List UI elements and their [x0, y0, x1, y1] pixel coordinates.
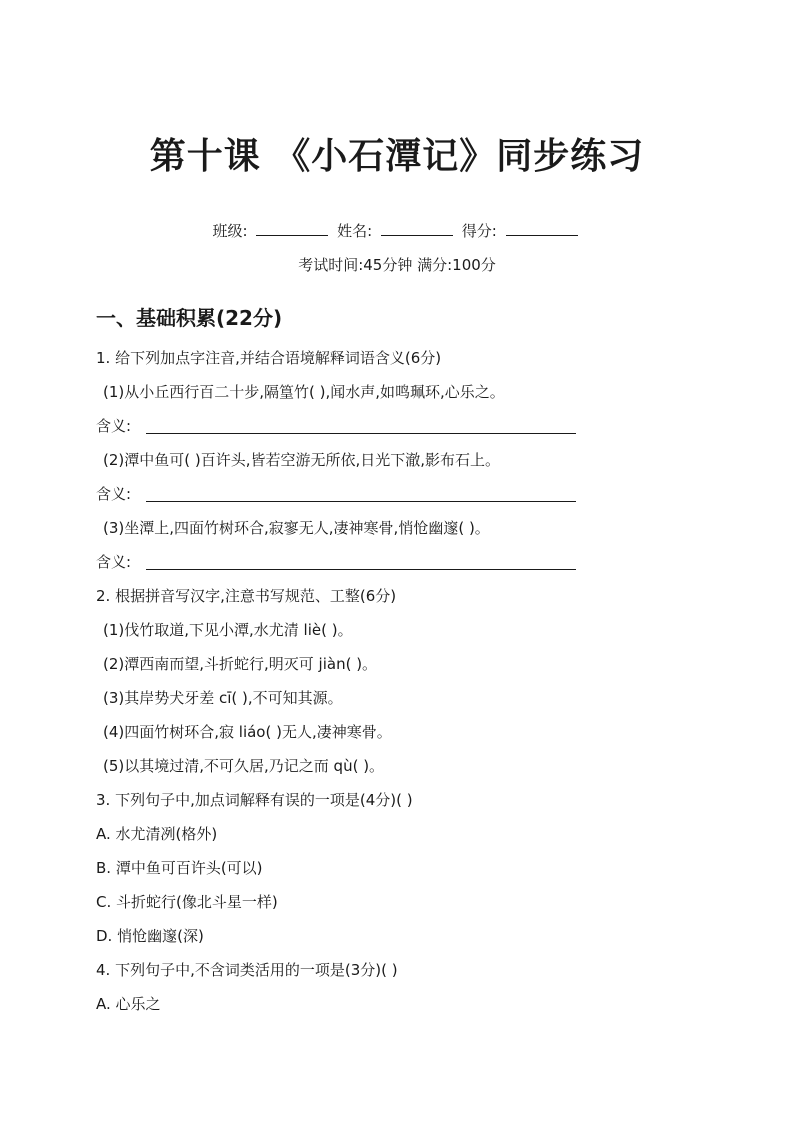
question-3-option-c: C. 斗折蛇行(像北斗星一样): [96, 893, 278, 911]
question-1-item-1: (1)从小丘西行百二十步,隔篁竹( ),闻水声,如鸣珮环,心乐之。: [103, 383, 505, 401]
question-2-item-2: (2)潭西南而望,斗折蛇行,明灭可 jiàn( )。: [103, 655, 378, 673]
score-label: 得分:: [461, 222, 497, 240]
question-2-item-1: (1)伐竹取道,下见小潭,水尤清 liè( )。: [103, 621, 353, 639]
score-blank: [506, 223, 578, 236]
question-3-option-d: D. 悄怆幽邃(深): [96, 927, 204, 945]
page-title: 第十课 《小石潭记》同步练习: [149, 136, 645, 177]
question-2-stem: 2. 根据拼音写汉字,注意书写规范、工整(6分): [96, 587, 397, 605]
class-blank: [256, 223, 328, 236]
meaning-label: 含义:: [96, 417, 132, 435]
section-heading: 一、基础积累(22分): [96, 306, 283, 330]
name-blank: [381, 223, 453, 236]
question-2-item-4: (4)四面竹树环合,寂 liáo( )无人,凄神寒骨。: [103, 723, 392, 741]
name-label: 姓名:: [337, 222, 373, 240]
question-1-item-2: (2)潭中鱼可( )百许头,皆若空游无所依,日光下澈,影布石上。: [103, 451, 501, 469]
answer-line: [146, 501, 576, 502]
question-3-option-a: A. 水尤清冽(格外): [96, 825, 218, 843]
question-2-item-5: (5)以其境过清,不可久居,乃记之而 qù( )。: [103, 757, 385, 775]
class-label: 班级:: [212, 222, 248, 240]
question-4-stem: 4. 下列句子中,不含词类活用的一项是(3分)( ): [96, 961, 398, 979]
question-1-item-3: (3)坐潭上,四面竹树环合,寂寥无人,凄神寒骨,悄怆幽邃( )。: [103, 519, 490, 537]
meaning-label: 含义:: [96, 485, 132, 503]
question-4-option-a: A. 心乐之: [96, 995, 161, 1013]
answer-line: [146, 569, 576, 570]
answer-line: [146, 433, 576, 434]
question-1-stem: 1. 给下列加点字注音,并结合语境解释词语含义(6分): [96, 349, 442, 367]
student-info-line: [0, 220, 794, 241]
question-3-stem: 3. 下列句子中,加点词解释有误的一项是(4分)( ): [96, 791, 413, 809]
exam-info: 考试时间:45分钟 满分:100分: [298, 256, 496, 274]
meaning-label: 含义:: [96, 553, 132, 571]
question-3-option-b: B. 潭中鱼可百许头(可以): [96, 859, 263, 877]
question-2-item-3: (3)其岸势犬牙差 cī( ),不可知其源。: [103, 689, 343, 707]
